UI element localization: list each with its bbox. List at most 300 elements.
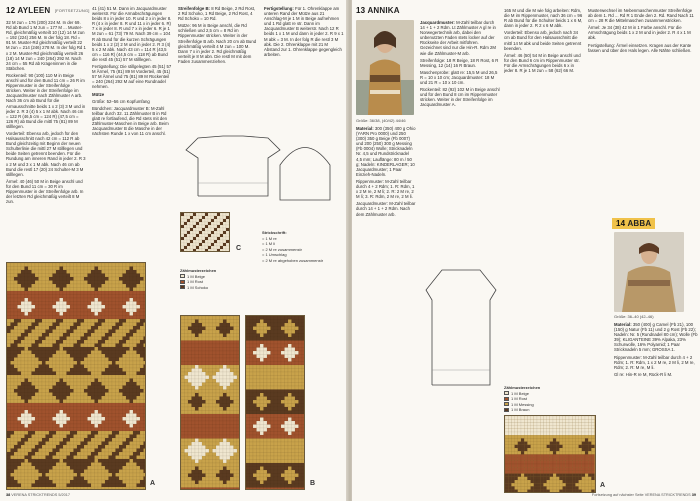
chart-cell: [196, 231, 199, 234]
chart-cell: [223, 213, 226, 216]
chart-cell: [192, 334, 196, 338]
chart-cell: [292, 418, 296, 422]
chart-cell: [116, 344, 120, 348]
chart-cell: [569, 451, 572, 454]
chart-cell: [267, 425, 271, 429]
chart-cell: [227, 432, 231, 436]
chart-cell: [274, 320, 278, 324]
legend-item-schoko: 1 M Schoko: [180, 285, 255, 291]
chart-cell: [216, 474, 220, 478]
chart-cell: [216, 351, 220, 355]
chart-cell: [220, 344, 224, 348]
chart-cell: [193, 237, 196, 240]
chart-cell: [202, 330, 206, 334]
chart-cell: [28, 326, 32, 330]
chart-cell: [292, 334, 296, 338]
chart-cell: [123, 431, 127, 435]
chart-cell: [109, 386, 113, 390]
chart-cell: [130, 480, 134, 484]
chart-cell: [216, 439, 220, 443]
chart-cell: [267, 484, 271, 488]
chart-cell: [292, 453, 296, 457]
chart-cell: [543, 422, 546, 425]
chart-cell: [302, 425, 305, 429]
chart-cell: [95, 400, 99, 404]
chart-cell: [281, 400, 285, 404]
chart-cell: [246, 404, 250, 408]
chart-cell: [39, 421, 43, 425]
chart-cell: [116, 477, 120, 481]
chart-cell: [292, 421, 296, 425]
chart-cell: [21, 477, 25, 481]
chart-cell: [70, 477, 74, 481]
chart-cell: [521, 429, 524, 432]
chart-cell: [537, 416, 540, 419]
chart-cell: [253, 386, 257, 390]
chart-cell: [130, 340, 134, 344]
paragraph: 300 (350) 400 g Ohio (YARN Pro 0000) und 250 (300) 350 g Beige (Fb 0007) und 200 (250) 300 g Messing (Fb 0004) Wolle; Stricknadeln Nr. 4,5 und Rundstricknadel 4,5 mm; Lauflänge: 80 m / 50 g; Nadeln: KINDERLAGER; 10 Jacquardmuster; 1 Paar Einzieh-Nadeln.: [356, 126, 416, 177]
chart-cell: [35, 337, 39, 341]
chart-cell: [188, 393, 192, 397]
chart-cell: [133, 407, 137, 411]
chart-cell: [28, 277, 32, 281]
chart-cell: [505, 442, 508, 445]
chart-cell: [112, 288, 116, 292]
chart-cell: [181, 383, 185, 387]
chart-cell: [220, 231, 223, 234]
chart-cell: [112, 267, 116, 271]
chart-cell: [130, 400, 134, 404]
chart-cell: [199, 421, 203, 425]
chart-cell: [278, 344, 282, 348]
chart-cell: [257, 362, 261, 366]
chart-cell: [302, 348, 305, 352]
chart-cell: [77, 414, 81, 418]
chart-cell: [227, 407, 231, 411]
chart-cell: [32, 417, 36, 421]
chart-cell: [216, 327, 220, 331]
chart-cell: [133, 459, 137, 463]
chart-cell: [32, 270, 36, 274]
chart-cell: [70, 263, 74, 267]
chart-cell: [213, 442, 217, 446]
chart-cell: [109, 459, 113, 463]
chart-cell: [185, 372, 189, 376]
chart-cell: [206, 365, 210, 369]
chart-cell: [260, 369, 264, 373]
chart-cell: [274, 341, 278, 345]
chart-cell: [77, 281, 81, 285]
chart-cell: [70, 463, 74, 467]
chart-cell: [237, 467, 240, 471]
chart-cell: [109, 267, 113, 271]
chart-cell: [199, 222, 202, 225]
chart-cell: [227, 323, 231, 327]
chart-cell: [63, 477, 67, 481]
chart-cell: [213, 421, 217, 425]
chart-cell: [88, 319, 92, 323]
chart-cell: [7, 456, 11, 460]
chart-cell: [112, 274, 116, 278]
chart-cell: [28, 274, 32, 278]
chart-cell: [524, 419, 527, 422]
chart-cell: [49, 477, 53, 481]
chart-cell: [60, 386, 64, 390]
chart-cell: [11, 354, 15, 358]
chart-cell: [253, 369, 257, 373]
chart-cell: [140, 340, 144, 344]
chart-cell: [181, 446, 185, 450]
chart-cell: [112, 291, 116, 295]
chart-cell: [70, 368, 74, 372]
chart-cell: [133, 333, 137, 337]
chart-cell: [98, 365, 102, 369]
chart-cell: [91, 386, 95, 390]
chart-cell: [63, 305, 67, 309]
chart-cell: [105, 333, 109, 337]
chart-cell: [192, 414, 196, 418]
chart-cell: [202, 474, 206, 478]
chart-cell: [39, 288, 43, 292]
chart-cell: [185, 397, 189, 401]
chart-cell: [32, 484, 36, 488]
chart-cell: [292, 393, 296, 397]
chart-cell: [130, 435, 134, 439]
chart-cell: [588, 419, 591, 422]
chart-cell: [274, 334, 278, 338]
chart-cell: [42, 291, 46, 295]
chart-cell: [202, 414, 206, 418]
chart-cell: [195, 425, 199, 429]
chart-cell: [84, 263, 88, 267]
chart-cell: [63, 414, 67, 418]
chart-cell: [35, 326, 39, 330]
chart-cell: [119, 407, 123, 411]
chart-cell: [253, 470, 257, 474]
chart-cell: [11, 295, 15, 299]
chart-cell: [81, 414, 85, 418]
chart-cell: [569, 422, 572, 425]
chart-cell: [56, 270, 60, 274]
chart-cell: [56, 277, 60, 281]
chart-cell: [60, 400, 64, 404]
chart-cell: [246, 383, 250, 387]
chart-cell: [190, 219, 193, 222]
pattern-heading-ayleen: [6, 6, 90, 15]
chart-cell: [116, 445, 120, 449]
chart-cell: [133, 480, 137, 484]
chart-cell: [216, 463, 220, 467]
chart-cell: [211, 234, 214, 237]
chart-cell: [281, 460, 285, 464]
chart-cell: [285, 460, 289, 464]
chart-cell: [60, 302, 64, 306]
chart-cell: [119, 438, 123, 442]
chart-cell: [137, 459, 141, 463]
chart-cell: [112, 487, 116, 490]
chart-cell: [95, 407, 99, 411]
chart-cell: [11, 477, 15, 481]
chart-cell: [213, 365, 217, 369]
chart-cell: [220, 488, 224, 491]
chart-cell: [56, 421, 60, 425]
chart-cell: [195, 362, 199, 366]
chart-cell: [74, 435, 78, 439]
chart-cell: [206, 390, 210, 394]
chart-cell: [116, 333, 120, 337]
chart-cell: [267, 407, 271, 411]
chart-cell: [14, 379, 18, 383]
chart-cell: [202, 425, 206, 429]
chart-cell: [81, 361, 85, 365]
chart-cell: [295, 470, 299, 474]
chart-cell: [56, 487, 60, 490]
chart-cell: [137, 410, 141, 414]
chart-cell: [295, 404, 299, 408]
chart-cell: [137, 274, 141, 278]
chart-cell: [67, 361, 71, 365]
chart-cell: [35, 305, 39, 309]
chart-cell: [250, 470, 254, 474]
chart-cell: [274, 439, 278, 443]
chart-cell: [70, 403, 74, 407]
chart-cell: [302, 463, 305, 467]
chart-cell: [84, 288, 88, 292]
chart-cell: [91, 442, 95, 446]
chart-cell: [202, 386, 206, 390]
chart-cell: [199, 365, 203, 369]
chart-cell: [227, 400, 231, 404]
chart-cell: [21, 333, 25, 337]
chart-cell: [109, 456, 113, 460]
chart-cell: [84, 459, 88, 463]
chart-cell: [181, 390, 185, 394]
chart-cell: [42, 351, 46, 355]
chart-cell: [11, 389, 15, 393]
chart-cell: [271, 362, 275, 366]
chart-cell: [49, 456, 53, 460]
chart-cell: [285, 435, 289, 439]
chart-cell: [246, 351, 250, 355]
chart-cell: [98, 333, 102, 337]
chart-cell: [271, 400, 275, 404]
chart-cell: [250, 407, 254, 411]
chart-cell: [25, 323, 29, 327]
chart-cell: [11, 424, 15, 428]
chart-cell: [88, 281, 92, 285]
chart-cell: [144, 389, 147, 393]
chart-cell: [60, 442, 64, 446]
chart-cell: [209, 446, 213, 450]
chart-cell: [202, 428, 206, 432]
chart-cell: [63, 442, 67, 446]
chart-cell: [7, 274, 11, 278]
chart-cell: [140, 309, 144, 313]
swatch: [504, 408, 509, 412]
section-heading: Streifenfolge B:: [178, 6, 210, 11]
chart-cell: [35, 438, 39, 442]
chart-cell: [217, 246, 220, 249]
chart-cell: [130, 358, 134, 362]
chart-cell: [199, 234, 202, 237]
chart-cell: [260, 362, 264, 366]
chart-cell: [112, 316, 116, 320]
chart-cell: [209, 453, 213, 457]
chart-cell: [199, 481, 203, 485]
chart-cell: [220, 407, 224, 411]
chart-cell: [216, 390, 220, 394]
chart-cell: [60, 358, 64, 362]
chart-cell: [140, 414, 144, 418]
chart-cell: [199, 231, 202, 234]
chart-cell: [18, 435, 22, 439]
chart-cell: [53, 323, 57, 327]
chart-cell: [116, 470, 120, 474]
chart-cell: [285, 411, 289, 415]
chart-cell: [133, 302, 137, 306]
chart-cell: [130, 291, 134, 295]
chart-cell: [543, 445, 546, 448]
chart-cell: [585, 445, 588, 448]
chart-cell: [56, 424, 60, 428]
chart-cell: [84, 277, 88, 281]
chart-cell: [32, 358, 36, 362]
chart-cell: [285, 390, 289, 394]
chart-cell: [18, 449, 22, 453]
chart-cell: [511, 419, 514, 422]
chart-cell: [74, 428, 78, 432]
chart-cell: [14, 354, 18, 358]
chart-cell: [91, 400, 95, 404]
chart-cell: [98, 351, 102, 355]
chart-cell: [267, 432, 271, 436]
chart-cell: [42, 323, 46, 327]
chart-cell: [98, 421, 102, 425]
chart-cell: [260, 320, 264, 324]
chart-cell: [292, 376, 296, 380]
chart-cell: [74, 263, 78, 267]
chart-cell: [278, 386, 282, 390]
chart-cell: [253, 376, 257, 380]
chart-cell: [123, 337, 127, 341]
chart-cell: [206, 386, 210, 390]
chart-cell: [230, 453, 234, 457]
chart-cell: [267, 463, 271, 467]
chart-cell: [234, 383, 238, 387]
chart-cell: [56, 333, 60, 337]
chart-cell: [540, 416, 543, 419]
chart-cell: [246, 463, 250, 467]
chart-cell: [572, 419, 575, 422]
chart-cell: [81, 379, 85, 383]
chart-cell: [246, 390, 250, 394]
chart-cell: [39, 379, 43, 383]
chart-cell: [508, 435, 511, 438]
chart-cell: [11, 417, 15, 421]
chart-cell: [98, 452, 102, 456]
chart-cell: [18, 431, 22, 435]
chart-cell: [49, 295, 53, 299]
chart-cell: [220, 414, 224, 418]
chart-cell: [95, 410, 99, 414]
chart-cell: [202, 390, 206, 394]
chart-cell: [119, 386, 123, 390]
chart-cell: [274, 376, 278, 380]
chart-cell: [209, 348, 213, 352]
chart-cell: [223, 400, 227, 404]
chart-cell: [299, 425, 303, 429]
chart-cell: [32, 298, 36, 302]
chart-cell: [46, 452, 50, 456]
chart-cell: [202, 341, 206, 345]
chart-cell: [257, 386, 261, 390]
chart-cell: [192, 481, 196, 485]
chart-cell: [21, 449, 25, 453]
chart-cell: [144, 312, 147, 316]
chart-cell: [281, 477, 285, 481]
chart-cell: [119, 333, 123, 337]
chart-cell: [63, 365, 67, 369]
chart-cell: [257, 355, 261, 359]
chart-cell: [213, 316, 217, 320]
chart-cell: [39, 263, 43, 267]
chart-cell: [543, 448, 546, 451]
chart-cell: [74, 396, 78, 400]
chart-cell: [35, 358, 39, 362]
chart-cell: [234, 323, 238, 327]
chart-cell: [288, 400, 292, 404]
chart-cell: [42, 274, 46, 278]
chart-cell: [42, 368, 46, 372]
chart-cell: [237, 369, 240, 373]
chart-cell: [60, 389, 64, 393]
chart-cell: [123, 295, 127, 299]
chart-cell: [53, 400, 57, 404]
chart-cell: [95, 277, 99, 281]
chart-cell: [299, 344, 303, 348]
chart-cell: [192, 397, 196, 401]
chart-cell: [91, 456, 95, 460]
chart-cell: [74, 337, 78, 341]
chart-cell: [39, 428, 43, 432]
chart-cell: [60, 424, 64, 428]
chart-cell: [109, 298, 113, 302]
chart-cell: [105, 263, 109, 267]
chart-cell: [60, 480, 64, 484]
chart-cell: [534, 442, 537, 445]
chart-cell: [534, 426, 537, 429]
chart-cell: [181, 337, 185, 341]
chart-cell: [81, 347, 85, 351]
chart-cell: [18, 452, 22, 456]
chart-cell: [88, 452, 92, 456]
chart-cell: [81, 288, 85, 292]
chart-cell: [63, 438, 67, 442]
chart-cell: [105, 470, 109, 474]
chart-cell: [202, 449, 206, 453]
chart-cell: [32, 463, 36, 467]
chart-cell: [11, 400, 15, 404]
chart-cell: [559, 416, 562, 419]
chart-cell: [237, 327, 240, 331]
chart-cell: [278, 474, 282, 478]
chart-cell: [223, 477, 227, 481]
chart-cell: [267, 362, 271, 366]
chart-cell: [11, 456, 15, 460]
chart-cell: [7, 312, 11, 316]
chart-cell: [98, 309, 102, 313]
chart-cell: [292, 351, 296, 355]
